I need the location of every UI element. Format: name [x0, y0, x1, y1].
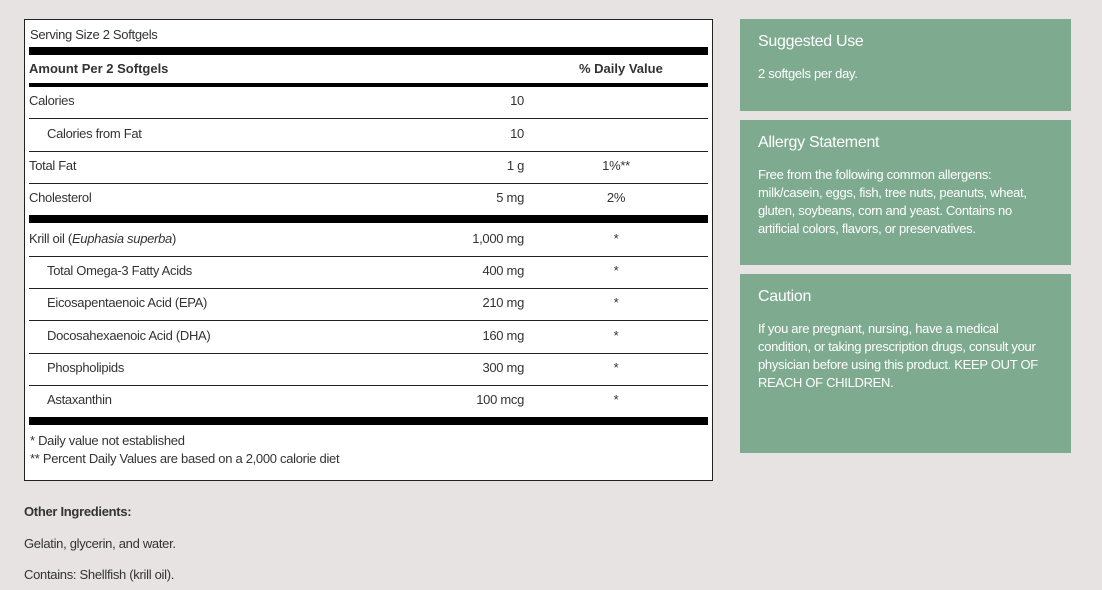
nutrient-name: Cholesterol — [29, 190, 92, 205]
nutrient-amount: 10 — [510, 126, 524, 141]
nutrient-row-astaxanthin — [29, 392, 708, 412]
suggested-use-card — [740, 19, 1071, 111]
allergy-statement-text: Free from the following common allergens: milk/casein, eggs, fish, tree nuts, peanuts, wheat, gluten, soybeans, corn and yeast. Contains no artificial colors, flavors, or preservatives. — [758, 167, 1027, 236]
amount-per-serving-header: Amount Per 2 Softgels — [29, 61, 169, 76]
nutrient-dv: * — [613, 360, 619, 375]
nutrient-amount: 5 mg — [496, 190, 524, 205]
footnote-daily-value: * Daily value not established — [30, 433, 185, 448]
nutrient-name: Astaxanthin — [47, 392, 112, 407]
nutrient-amount: 10 — [510, 93, 524, 108]
caution-card — [740, 274, 1071, 453]
nutrient-amount: 400 mg — [482, 263, 524, 278]
nutrient-amount: 1 g — [506, 158, 524, 173]
medium-divider — [29, 83, 708, 87]
other-ingredients-text: Gelatin, glycerin, and water. — [24, 536, 176, 551]
nutrient-row-calories — [29, 93, 708, 119]
caution-text: If you are pregnant, nursing, have a medical condition, or taking prescription drugs, consult your physician before using this product. KEEP OUT OF REACH OF CHILDREN. — [758, 321, 1038, 390]
nutrient-row-cholesterol — [29, 190, 708, 210]
contains-allergen-text: Contains: Shellfish (krill oil). — [24, 567, 175, 582]
thick-divider — [29, 215, 708, 223]
caution-title: Caution — [758, 288, 812, 305]
nutrient-name: Krill oil (Euphasia superba) — [29, 231, 176, 246]
amount-header-row — [29, 59, 708, 83]
serving-size: Serving Size 2 Softgels — [30, 27, 158, 42]
thick-divider — [29, 47, 708, 55]
nutrient-amount: 160 mg — [482, 328, 524, 343]
nutrient-dv: 1%** — [602, 158, 630, 173]
allergy-statement-card — [740, 120, 1071, 265]
nutrient-name: Phospholipids — [47, 360, 125, 375]
nutrient-dv: * — [613, 328, 619, 343]
nutrient-amount: 100 mcg — [476, 392, 524, 407]
nutrient-row-dha — [29, 328, 708, 354]
nutrient-row-omega-3 — [29, 263, 708, 289]
suggested-use-text: 2 softgels per day. — [758, 66, 858, 81]
nutrient-dv: 2% — [606, 190, 626, 205]
nutrient-name: Total Fat — [29, 158, 77, 173]
nutrient-row-phospholipids — [29, 360, 708, 386]
footnote-percent-daily: ** Percent Daily Values are based on a 2,000 calorie diet — [30, 451, 340, 466]
daily-value-header: % Daily Value — [579, 61, 663, 76]
nutrient-name: Docosahexaenoic Acid (DHA) — [47, 328, 211, 343]
nutrient-row-epa — [29, 295, 708, 321]
nutrient-name: Eicosapentaenoic Acid (EPA) — [47, 295, 208, 310]
nutrient-row-krill-oil — [29, 231, 708, 257]
nutrient-row-total-fat — [29, 158, 708, 184]
nutrient-dv: * — [613, 263, 619, 278]
nutrient-row-calories-from-fat — [29, 126, 708, 152]
nutrient-name: Calories — [29, 93, 75, 108]
thick-divider — [29, 417, 708, 425]
supplement-facts-panel — [24, 19, 713, 481]
nutrient-amount: 210 mg — [482, 295, 524, 310]
suggested-use-title: Suggested Use — [758, 33, 864, 50]
nutrient-name: Total Omega-3 Fatty Acids — [47, 263, 192, 278]
nutrient-dv: * — [613, 295, 619, 310]
nutrient-dv: * — [613, 392, 619, 407]
nutrient-dv: * — [613, 231, 619, 246]
footnotes — [30, 432, 339, 468]
allergy-statement-title: Allergy Statement — [758, 134, 880, 151]
nutrient-amount: 300 mg — [482, 360, 524, 375]
nutrient-name: Calories from Fat — [47, 126, 142, 141]
other-ingredients-title: Other Ingredients: — [24, 504, 132, 519]
nutrient-amount: 1,000 mg — [472, 231, 524, 246]
